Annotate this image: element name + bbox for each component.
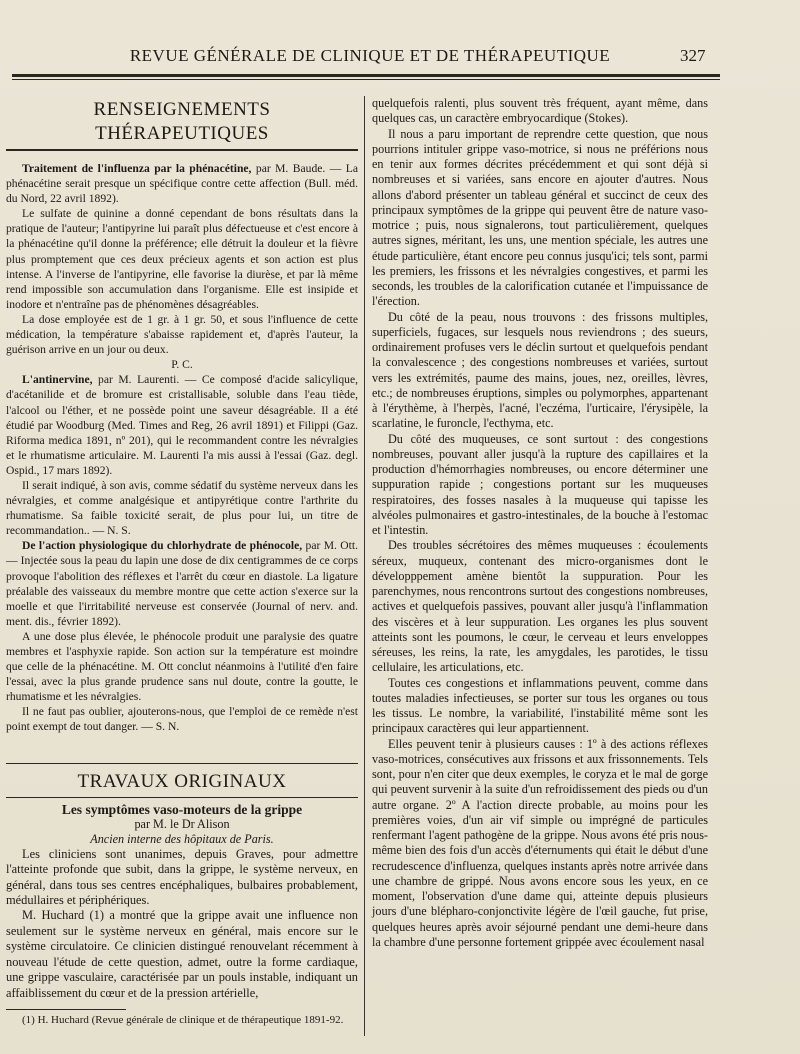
right-column — [372, 96, 708, 950]
footnote-rule — [6, 1009, 126, 1010]
page-number: 327 — [680, 46, 706, 65]
notice-paragraph: A une dose plus élevée, le phénocole produit une paralysie des quatre membres et l'asphyxie rapide. Son action sur la température est moindre que celle de la phénacétine. M. Ott conclut néanmoins à l'utilité d'en faire l'essai, avec la plus grande prudence sans nul doute, contre la goutte, le rhumatisme et les névralgies. — [6, 629, 358, 704]
notice-text: par M. Laurenti. — Ce composé d'acide salicylique, d'acétanilide et de bromure est cristallisable, soluble dans l'eau tiède, l'alcool ou l'éther, et ne possède point une saveur désagréable. Il a été étudié par Woodburg (Med. Times and Reg, 26 avril 1891) et Filippi (Gaz. Riforma medica 1891, nº 201), qui le recommandent contre les névralgies et le rhumatisme articulaire. M. Laurenti l'a mis aussi à l'essai (Gaz. degl. Ospid., 17 mars 1892). — [6, 373, 358, 477]
header-rule-thin — [12, 79, 720, 80]
article-paragraph: Elles peuvent tenir à plusieurs causes : 1º à des actions réflexes vaso-motrices, consécutives aux frissons et aux frissonnements. Tels sont, pour n'en citer que deux exemples, le coryza et le mal de gorge qui peuvent survenir à la suite d'un refroidissement des pieds ou d'un autre organe. 2º A l'action directe probable, au moins pour les premières voies, d'un air vif simple ou imprégné de particules renfermant l'agent pathogène de la grippe. Nous avons été pris nous-même bien des fois d'un accès d'éternuments qui était le début d'une recrudescence d'influenza, quelques instants après notre arrivée dans une chambre de grippé. Nous avons encore sous les yeux, en ce moment, l'observation d'une dame qui, atteinte depuis plusieurs jours d'une blépharo-conjonctivite légère de l'œil gauche, fut prise, quelques heures après avoir séjourné pendant une demi-heure dans la chambre d'une personne fortement grippée avec écoulement nasal — [372, 736, 708, 949]
article-affiliation: Ancien interne des hôpitaux de Paris. — [90, 831, 274, 846]
article-paragraph: Des troubles sécrétoires des mêmes muqueuses : écoulements séreux, muqueux, contenant des micro-organismes dont le développpement amène bientôt la suppuration. Pour les parenchymes, nous rencontrons surtout des congestions nombreuses, actives et quelquefois passives, pouvant aller jusqu'à l'inflammation des viscères et à leur suppuration. Les organes les plus souvent atteints sont les poumons, le cœur, le cerveau et leurs enveloppes séreuses, les reins, la rate, les amygdales, les parotides, le tissu cellulaire, les articulations, etc. — [372, 538, 708, 675]
notice-paragraph: Il serait indiqué, à son avis, comme sédatif du système nerveux dans les névralgies, et comme analgésique et antipyrétique contre l'arthrite du rhumatisme. Sa faible toxicité serait, de plus pour lui, un titre de recommandation.. — N. S. — [6, 478, 358, 538]
section-title-travaux: TRAVAUX ORIGINAUX — [77, 770, 287, 792]
article-paragraph: M. Huchard (1) a montré que la grippe avait une influence non seulement sur le système nerveux en général, mais encore sur le système circulatoire. Ce clinicien distingué renouvelant récemment à nouveau l'étude de cette question, admet, outre la forme cardiaque, une grippe vasculaire, caractérisée par un pouls instable, indiquant un affaiblissement du cœur et de la pression artérielle, — [6, 908, 358, 1000]
header-rule — [12, 74, 720, 77]
footnote: (1) H. Huchard (Revue générale de clinique et de thérapeutique 1891-92. — [22, 1013, 344, 1026]
article-body — [6, 847, 358, 1001]
left-column — [6, 96, 358, 1027]
section-rule-bottom — [6, 797, 358, 798]
running-title: REVUE GÉNÉRALE DE CLINIQUE ET DE THÉRAPEUTIQUE — [129, 46, 611, 65]
article-paragraph: Les cliniciens sont unanimes, depuis Graves, pour admettre l'atteinte profonde que subit, dans la grippe, le système nerveux, en général, dans tous ses centres encéphaliques, bulbaires probablement, médullaires et périphériques. — [6, 846, 358, 908]
section-rule — [6, 149, 358, 151]
notice-phenacetine — [6, 161, 358, 206]
notice-paragraph: Il ne faut pas oublier, ajouterons-nous, que l'emploi de ce remède n'est point exempt de tout danger. — S. N. — [6, 705, 358, 734]
notice-text: par M. Baude. — La phénacétine serait presque un spécifique contre cette affection (Bull. méd. du Nord, 22 avril 1892). — [6, 162, 358, 206]
notice-text: par M. Ott. — Injectée sous la peau du lapin une dose de dix centigrammes de ce corps provoque l'abolition des réflexes et l'arrêt du cœur en diastole. La ligature préalable des vaisseaux du membre montre que cette action s'exerce sur la moelle et que l'irritabilité nerveuse est conservée (Journal of nerv. and. ment. dis., février 1892). — [6, 539, 358, 628]
page-header — [0, 44, 800, 74]
notice-signature: P. C. — [171, 358, 193, 372]
notice-heading: De l'action physiologique du chlorhydrate de phénocole, — [22, 539, 303, 553]
article-paragraph: Du côté de la peau, nous trouvons : des frissons multiples, superficiels, fugaces, sur lesquels nous reviendrons ; des sueurs, ordinairement profuses vers le déclin surtout et quelquefois pendant la convalescence ; des congestions nombreuses et variées, surtout vers les extrémités, paume des mains, joues, nez, oreilles, lèvres, etc.; de nombreuses éruptions, simples ou polymorphes, appartenant à l'érythème, à l'herpès, l'acné, l'eczéma, l'urticaire, l'érysipèle, la scarlatine, le furoncle, l'ecthyma, etc. — [372, 309, 708, 431]
article-paragraph: Toutes ces congestions et inflammations peuvent, comme dans toutes maladies infectieuses, se porter sur tous les organes ou tous les tissus. Le nombre, la variabilité, l'instabilité même sont les principaux caractères qui leur appartiennent. — [372, 675, 708, 736]
notice-phenocole — [6, 538, 358, 629]
article-author: par M. le Dr Alison — [134, 816, 230, 831]
notice-paragraph: La dose employée est de 1 gr. à 1 gr. 50, et sous l'influence de cette médication, la température s'abaisse rapidement et, d'après l'auteur, la guérison arrive en un jour ou deux. — [6, 312, 358, 357]
article-paragraph: Du côté des muqueuses, ce sont surtout : des congestions nombreuses, pouvant aller jusqu'à la rupture des capillaires et la production d'hémorrhagies nombreuses, ou encore déterminer une suppuration rapide ; congestions portant sur les muqueuses respiratoires, des fosses nasales à la muqueuse qui tapisse les alvéoles pulmonaires et gastro-intestinales, de la bouche à l'estomac et l'intestin. — [372, 431, 708, 537]
section-rule-top — [6, 763, 358, 764]
notice-heading: Traitement de l'influenza par la phénacétine, — [22, 162, 252, 175]
article-paragraph: Il nous a paru important de reprendre cette question, que nous pourrions intituler grippe vaso-motrice, si nous ne préférions nous en tenir aux formes décrites précédemment et qui sont déjà si nombreuses et si variées, sans encore en ajouter d'autres. Nous allons d'abord présenter un tableau général et succinct de ceux des principaux symptômes de la grippe qui peuvent être de nature vaso-motrice ; puis, nous signalerons, tout particulièrement, quelques autres signes, méritant, les uns, une mention spéciale, les autres une étude particulière, étant encore peu connus jusqu'ici; tels sont, parmi les premiers, les frissons et les névralgies congestives, et parmi les seconds, les troubles de la calorification cutanée et l'impuissance de l'érection. — [372, 126, 708, 309]
column-divider — [364, 96, 365, 1036]
article-paragraph: quelquefois ralenti, plus souvent très fréquent, ayant même, dans quelques cas, un caractère embryocardique (Stokes). — [372, 96, 708, 126]
article-title: Les symptômes vaso-moteurs de la grippe — [61, 801, 303, 817]
notice-antinervine — [6, 372, 358, 478]
notice-heading: L'antinervine, — [22, 373, 93, 387]
travaux-section — [6, 763, 358, 1028]
section-title-renseignements: RENSEIGNEMENTS THÉRAPEUTIQUES — [93, 99, 271, 144]
notice-paragraph: Le sulfate de quinine a donné cependant de bons résultats dans la pratique de l'auteur; l'antipyrine lui paraît plus défectueuse et c'est encore à la phénacétine qu'il donne la préférence; elle détruit la douleur et la fièvre plus promptement que ces deux précieux agents et son action est plus intense. A l'inverse de l'antipyrine, elle favorise la diurèse, et par là même rend impossible son accumulation dans l'organisme. Elle est insipide et inodore et n'entraîne pas de phénomènes désagréables. — [6, 207, 358, 311]
